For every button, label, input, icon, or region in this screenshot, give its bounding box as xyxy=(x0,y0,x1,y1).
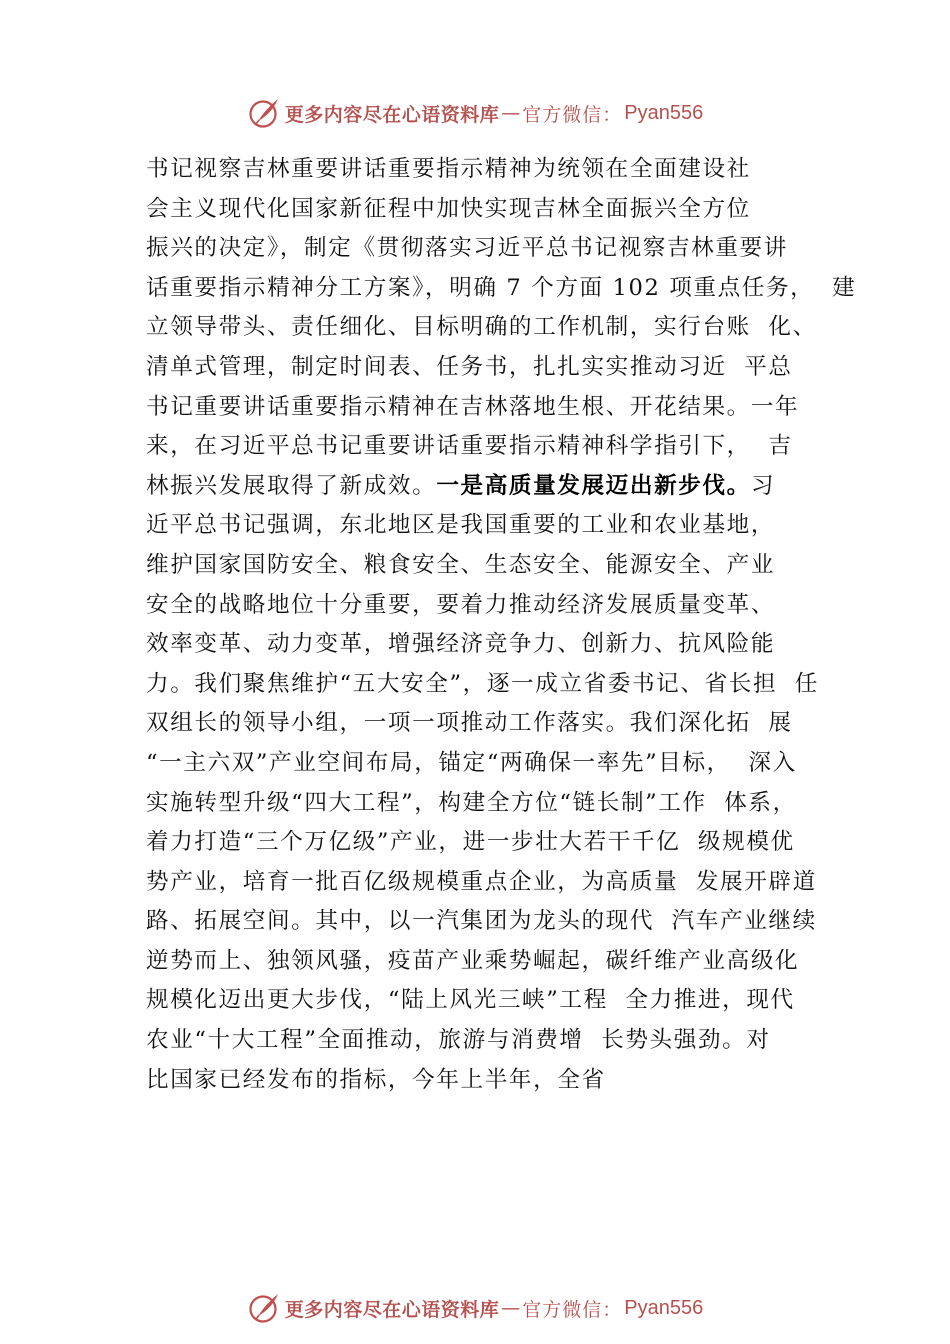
body-text-line: 维护国家国防安全、粮食安全、生态安全、能源安全、产业 xyxy=(146,551,776,578)
body-text-line: 效率变革、动力变革，增强经济竞争力、创新力、抗风险能 xyxy=(146,631,776,658)
body-text-line: 双组长的领导小组，一项一项推动工作落实。我们深化拓 展 xyxy=(146,710,793,737)
body-text-line: 清单式管理，制定时间表、任务书，扎扎实实推动习近 平总 xyxy=(146,353,793,380)
body-text-line: 立领导带头、责任细化、目标明确的工作机制，实行台账 化、 xyxy=(146,314,817,341)
body-text-segment: 林振兴发展取得了新成效。 xyxy=(146,472,437,499)
footer-wechat-label: 官方微信： xyxy=(522,1298,623,1321)
body-text-line: 势产业，培育一批百亿级规模重点企业，为高质量 发展开辟道 xyxy=(146,868,817,895)
document-body xyxy=(146,150,857,1100)
body-text-line: 路、拓展空间。其中，以一汽集团为龙头的现代 汽车产业继续 xyxy=(146,908,817,935)
bold-heading-phrase: 一是高质量发展迈出新步伐。 xyxy=(436,472,751,499)
body-text-segment: 习 xyxy=(750,472,776,499)
body-text-line xyxy=(146,467,836,507)
body-text-line: “一主六双”产业空间布局，锚定“两确保一率先”目标， 深入 xyxy=(146,749,797,776)
body-text-line: 比国家已经发布的指标，今年上半年，全省 xyxy=(146,1066,606,1093)
body-text-line: 着力打造“三个万亿级”产业，进一步壮大若干千亿 级规模优 xyxy=(146,829,795,856)
footer-banner xyxy=(0,1291,950,1325)
footer-dash: — xyxy=(501,1297,521,1319)
quill-circle-icon xyxy=(247,96,281,130)
body-text-line: 话重要指示精神分工方案》，明确 7 个方面 102 项重点任务， 建 xyxy=(146,274,857,301)
body-text-line: 来，在习近平总书记重要讲话重要指示精神科学指引下， 吉 xyxy=(146,433,793,460)
body-text-line: 会主义现代化国家新征程中加快实现吉林全面振兴全方位 xyxy=(146,195,751,222)
body-text-line: 实施转型升级“四大工程”，构建全方位“链长制”工作 体系， xyxy=(146,789,797,816)
body-text-line: 书记视察吉林重要讲话重要指示精神为统领在全面建设社 xyxy=(146,156,751,182)
body-text-line: 书记重要讲话重要指示精神在吉林落地生根、开花结果。一年 xyxy=(146,393,800,420)
header-wechat-id: Pyan556 xyxy=(624,101,704,124)
body-text-line: 安全的战略地位十分重要，要着力推动经济发展质量变革、 xyxy=(146,591,776,618)
header-brand: 更多内容尽在心语资料库 xyxy=(284,103,500,126)
header-banner xyxy=(0,96,950,130)
footer-brand: 更多内容尽在心语资料库 xyxy=(284,1298,500,1321)
body-text-line: 振兴的决定》，制定《贯彻落实习近平总书记视察吉林重要讲 xyxy=(146,235,788,262)
quill-circle-icon xyxy=(247,1291,281,1325)
body-text-line: 农业“十大工程”全面推动，旅游与消费增 长势头强劲。对 xyxy=(146,1027,771,1054)
footer-wechat-id: Pyan556 xyxy=(624,1296,704,1319)
body-text-line: 力。我们聚焦维护“五大安全”，逐一成立省委书记、省长担 任 xyxy=(146,670,819,697)
header-dash: — xyxy=(501,102,521,124)
body-text-line: 逆势而上、独领风骚，疫苗产业乘势崛起，碳纤维产业高级化 xyxy=(146,947,800,974)
body-text-line: 近平总书记强调，东北地区是我国重要的工业和农业基地， xyxy=(146,512,776,539)
header-wechat-label: 官方微信： xyxy=(522,103,623,126)
body-text-line: 规模化迈出更大步伐，“陆上风光三峡”工程 全力推进，现代 xyxy=(146,987,795,1014)
